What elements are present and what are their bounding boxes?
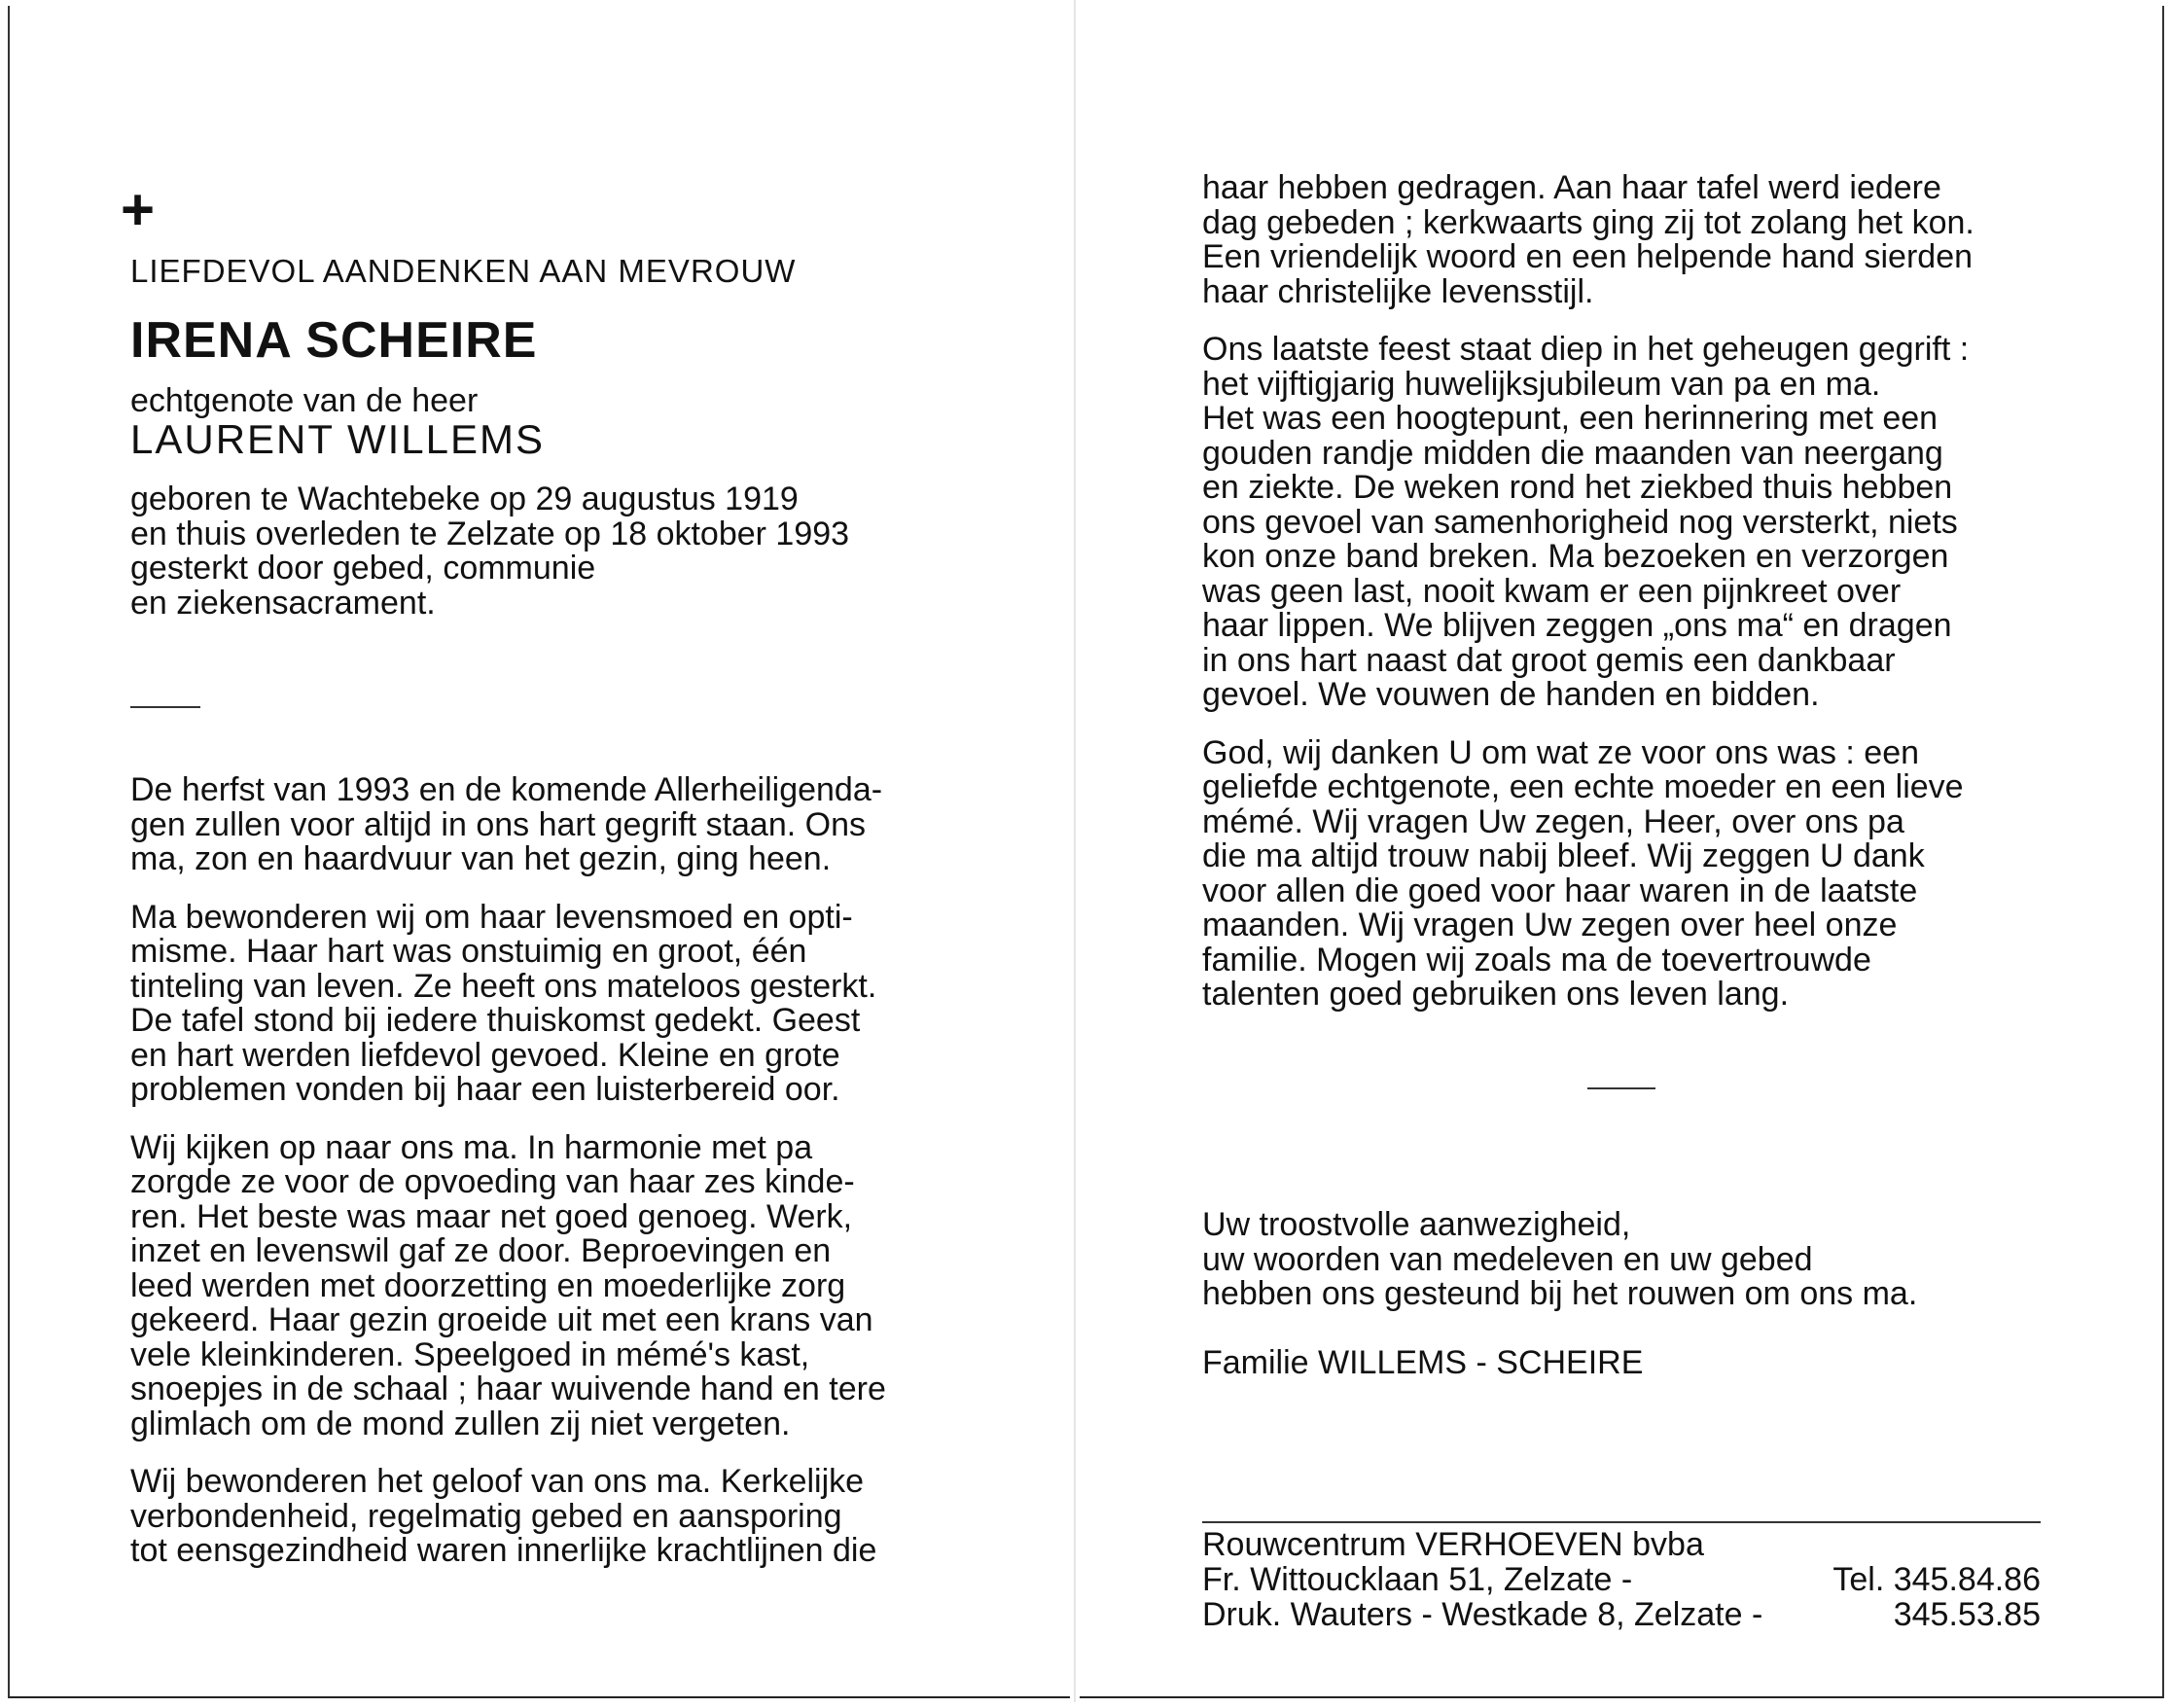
paragraph: [130, 773, 886, 877]
left-body-text: [130, 773, 886, 1592]
birth-info-line: gesterkt door gebed, communie: [130, 550, 596, 587]
printer-footer: [1202, 1527, 2041, 1632]
text-line: haar hebben gedragen. Aan haar tafel werd iedere: [1202, 169, 1941, 206]
paragraph: [1202, 333, 1974, 713]
footer-line: [1202, 1562, 2041, 1597]
text-line: Wij kijken op naar ons ma. In harmonie met pa: [130, 1128, 813, 1166]
text-line: was geen last, nooit kwam er een pijnkreet over: [1202, 572, 1902, 610]
paragraph: [130, 1128, 886, 1442]
text-line: tinteling van leven. Ze heeft ons mateloos gesterkt.: [130, 967, 877, 1005]
text-line: gen zullen voor altijd in ons hart gegrift staan. Ons: [130, 805, 866, 843]
footer-line: [1202, 1527, 2041, 1562]
birth-info-line: en thuis overleden te Zelzate op 18 oktober 1993: [130, 515, 850, 552]
text-line: Uw troostvolle aanwezigheid,: [1202, 1206, 1631, 1243]
paragraph: [130, 898, 886, 1108]
birth-info-line: geboren te Wachtebeke op 29 augustus 1919: [130, 480, 799, 517]
text-line: talenten goed gebruiken ons leven lang.: [1202, 976, 1790, 1013]
text-line: uw woorden van medeleven en uw gebed: [1202, 1240, 1813, 1278]
spouse-name: LAURENT WILLEMS: [130, 416, 545, 462]
undertaker-name: Rouwcentrum VERHOEVEN bvba: [1202, 1526, 1704, 1563]
text-line: maanden. Wij vragen Uw zegen over heel onze: [1202, 907, 1898, 943]
footer-line: [1202, 1597, 2041, 1632]
undertaker-phone: Tel. 345.84.86: [1832, 1561, 2041, 1598]
text-line: problemen vonden bij haar een luisterbereid oor.: [130, 1071, 840, 1108]
text-line: zorgde ze voor de opvoeding van haar zes kinde-: [130, 1163, 855, 1200]
text-line: tot eensgezindheid waren innerlijke krachtlijnen die: [130, 1532, 877, 1569]
text-line: leed werden met doorzetting en moederlijke zorg: [130, 1266, 846, 1304]
divider: [130, 706, 200, 708]
paragraph: [1202, 733, 1974, 1013]
text-line: voor allen die goed voor haar waren in de laatste: [1202, 872, 1918, 909]
text-line: haar lippen. We blijven zeggen „ons ma“ en dragen: [1202, 607, 1952, 644]
text-line: Het was een hoogtepunt, een herinnering met een: [1202, 400, 1939, 437]
text-line: ons gevoel van samenhorigheid nog versterkt, niets: [1202, 503, 1958, 541]
text-line: ma, zon en haardvuur van het gezin, ging heen.: [130, 840, 832, 877]
deceased-name: IRENA SCHEIRE: [130, 312, 538, 369]
birth-info-line: en ziekensacrament.: [130, 584, 436, 622]
footer-rule: [1202, 1521, 2041, 1523]
text-line: ren. Het beste was maar net goed genoeg. Werk,: [130, 1197, 853, 1235]
memorial-heading: LIEFDEVOL AANDENKEN AAN MEVROUW: [130, 253, 797, 289]
text-line: gevoel. We vouwen de handen en bidden.: [1202, 676, 1820, 713]
cross-icon: +: [121, 177, 156, 242]
text-line: die ma altijd trouw nabij bleef. Wij zeggen U dank: [1202, 837, 1925, 874]
text-line: familie. Mogen wij zoals ma de toevertrouwde: [1202, 941, 1871, 979]
text-line: snoepjes in de schaal ; haar wuivende hand en tere: [130, 1370, 886, 1407]
text-line: Wij bewonderen het geloof van ons ma. Kerkelijke: [130, 1463, 865, 1500]
birth-info: [130, 482, 849, 621]
paragraph: [130, 1465, 886, 1569]
text-line: glimlach om de mond zullen zij niet vergeten.: [130, 1405, 791, 1442]
printer-phone: 345.53.85: [1893, 1596, 2041, 1633]
family-signature: Familie WILLEMS - SCHEIRE: [1202, 1344, 1644, 1381]
text-line: verbondenheid, regelmatig gebed en aansporing: [130, 1497, 842, 1535]
text-line: en hart werden liefdevol gevoed. Kleine en grote: [130, 1036, 840, 1074]
text-line: Ma bewonderen wij om haar levensmoed en opti-: [130, 898, 853, 936]
text-line: kon onze band breken. Ma bezoeken en verzorgen: [1202, 538, 1949, 575]
text-line: in ons hart naast dat groot gemis een dankbaar: [1202, 641, 1896, 679]
thanks-text: [1202, 1208, 1917, 1312]
text-line: hebben ons gesteund bij het rouwen om ons ma.: [1202, 1275, 1918, 1312]
divider: [1587, 1087, 1655, 1089]
text-line: geliefde echtgenote, een echte moeder en een lieve: [1202, 768, 1964, 805]
text-line: dag gebeden ; kerkwaarts ging zij tot zolang het kon.: [1202, 203, 1974, 241]
paragraph: [1202, 171, 1974, 309]
text-line: het vijftigjarig huwelijksjubileum van pa en ma.: [1202, 365, 1881, 403]
text-line: inzet en levenswil gaf ze door. Beproevingen en: [130, 1232, 832, 1269]
text-line: misme. Haar hart was onstuimig en groot, één: [130, 933, 807, 970]
text-line: mémé. Wij vragen Uw zegen, Heer, over ons pa: [1202, 802, 1904, 840]
right-body-text: [1202, 171, 1974, 1036]
text-line: God, wij danken U om wat ze voor ons was : een: [1202, 733, 1920, 771]
spouse-label: echtgenote van de heer: [130, 382, 479, 419]
text-line: De herfst van 1993 en de komende Allerheiligenda-: [130, 771, 883, 808]
card-fold: [1074, 0, 1076, 1702]
text-line: gekeerd. Haar gezin groeide uit met een krans van: [130, 1301, 873, 1338]
text-line: Een vriendelijk woord en een helpende hand sierden: [1202, 238, 1974, 275]
text-line: en ziekte. De weken rond het ziekbed thuis hebben: [1202, 469, 1953, 506]
text-line: Ons laatste feest staat diep in het geheugen gegrift :: [1202, 331, 1970, 368]
text-line: De tafel stond bij iedere thuiskomst gedekt. Geest: [130, 1002, 861, 1039]
text-line: haar christelijke levensstijl.: [1202, 272, 1594, 310]
undertaker-address: Fr. Wittoucklaan 51, Zelzate -: [1202, 1561, 1633, 1598]
text-line: vele kleinkinderen. Speelgoed in mémé's kast,: [130, 1335, 810, 1373]
printer-address: Druk. Wauters - Westkade 8, Zelzate -: [1202, 1596, 1763, 1633]
text-line: gouden randje midden die maanden van neergang: [1202, 434, 1943, 472]
